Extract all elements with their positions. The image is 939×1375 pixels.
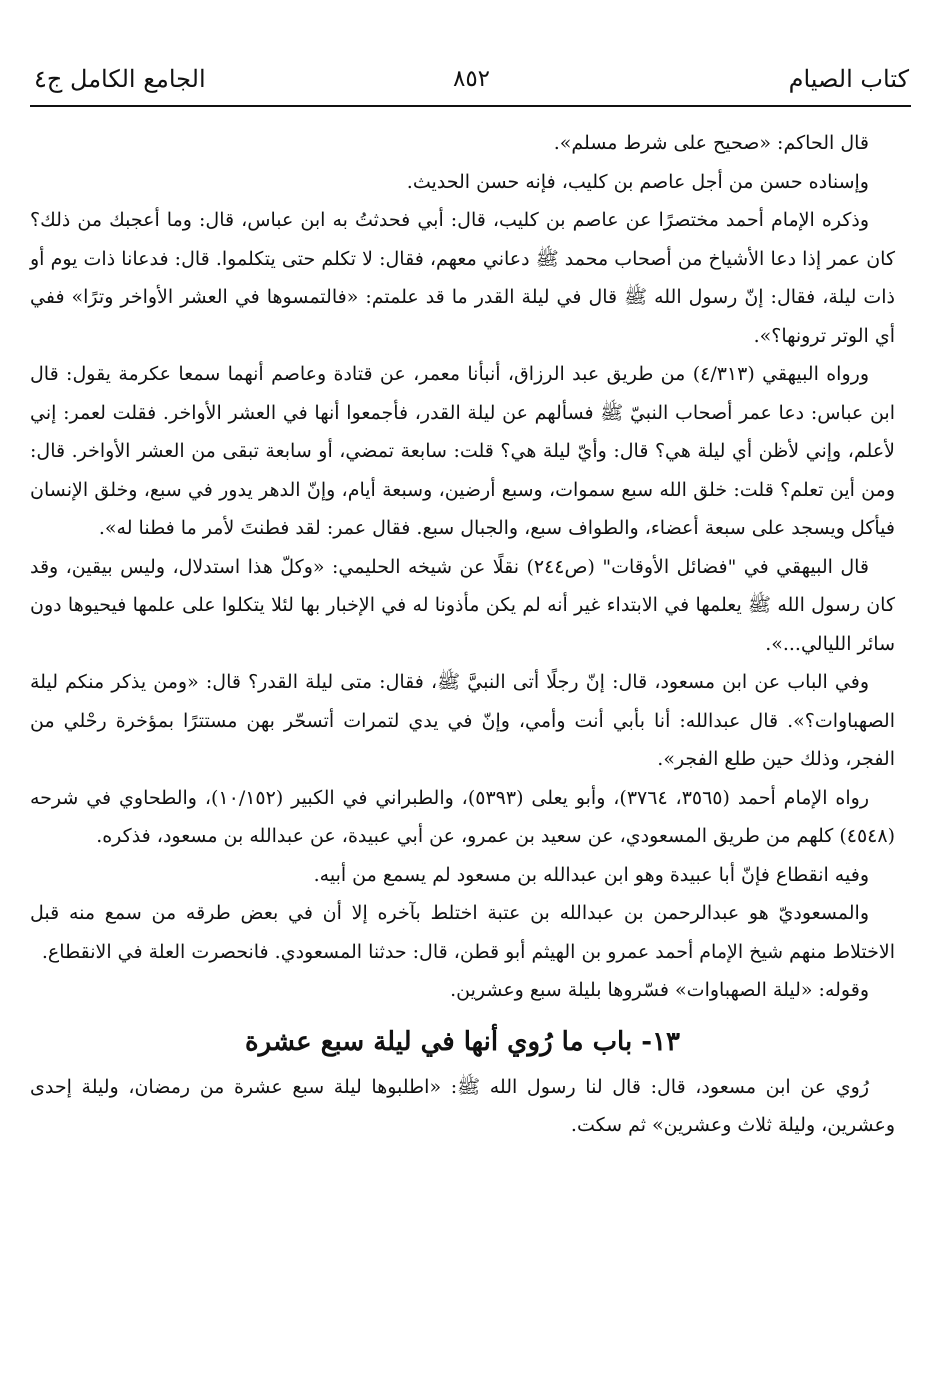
paragraph: قال الحاكم: «صحيح على شرط مسلم».	[553, 132, 869, 154]
page-body	[30, 124, 895, 1145]
page-header	[34, 58, 909, 104]
chapter-title: كتاب الصيام	[788, 65, 909, 93]
paragraph: ورواه البيهقي (٤/٣١٣) من طريق عبد الرزاق، أنبأنا معمر، عن قتادة وعاصم أنهما سمعا عكرمة يقول: قال ابن عباس: دعا عمر أصحاب النبيّ ﷺ فسألهم عن ليلة القدر، فأجمعوا أنها في العشر الأواخر. فقلت لعمر: إني لأعلم، وإني لأظن أي ليلة هي؟ قال: وأيّ ليلة هي؟ قلت: سابعة تمضي، أو سابعة تبقى من العشر الأواخر. قال: ومن أين تعلم؟ قلت: خلق الله سبع سموات، وسبع أرضين، وسبعة أيام، وإنّ الدهر يدور في سبع، وخلق الإنسان فيأكل ويسجد على سبعة أعضاء، والطواف سبع، والجبال سبع. فقال عمر: لقد فطنتَ لأمر ما فطنا له».	[30, 363, 895, 539]
paragraph: وإسناده حسن من أجل عاصم بن كليب، فإنه حسن الحديث.	[406, 170, 869, 193]
paragraph: والمسعوديّ هو عبدالرحمن بن عبدالله بن عتبة اختلط بآخره إلا أن في بعض طرقه من سمع منه قبل الاختلاط منهم شيخ الإمام أحمد عمرو بن الهيثم أبو قطن، قال: حدثنا المسعودي. فانحصرت العلة في الانقطاع.	[30, 902, 895, 963]
paragraph: رواه الإمام أحمد (٣٥٦٥، ٣٧٦٤)، وأبو يعلى (٥٣٩٣)، والطبراني في الكبير (١٠/١٥٢)، والطحاوي في شرحه (٤٥٤٨) كلهم من طريق المسعودي، عن سعيد بن عمرو، عن أبي عبيدة، عن عبدالله بن مسعود، فذكره.	[30, 786, 895, 847]
paragraph: رُوي عن ابن مسعود، قال: قال لنا رسول الله ﷺ: «اطلبوها ليلة سبع عشرة من رمضان، وليلة إحدى وعشرين، وليلة ثلاث وعشرين» ثم سكت.	[30, 1075, 895, 1136]
header-divider	[30, 105, 911, 107]
paragraph: وذكره الإمام أحمد مختصرًا عن عاصم بن كليب، قال: أبي فحدثتُ به ابن عباس، قال: وما أعجبك من ذلك؟ كان عمر إذا دعا الأشياخ من أصحاب محمد ﷺ دعاني معهم، فقال: لا تكلم حتى يتكلموا. قال: فدعانا ذات يوم أو ذات ليلة، فقال: إنّ رسول الله ﷺ قال في ليلة القدر ما قد علمتم: «فالتمسوها في العشر الأواخر وترًا» ففي أي الوتر ترونها؟».	[30, 209, 895, 347]
section-heading: ١٣- باب ما رُوي أنها في ليلة سبع عشرة	[244, 1026, 680, 1057]
paragraph: وفي الباب عن ابن مسعود، قال: إنّ رجلًا أتى النبيَّ ﷺ، فقال: متى ليلة القدر؟ قال: «ومن يذكر منكم ليلة الصهباوات؟». قال عبدالله: أنا بأبي أنت وأمي، وإنّ في يدي لتمرات أتسحّر بهن مستترًا بمؤخرة رحْلي من الفجر، وذلك حين طلع الفجر».	[30, 671, 895, 770]
paragraph: وقوله: «ليلة الصهباوات» فسّروها بليلة سبع وعشرين.	[450, 979, 869, 1001]
paragraph: قال البيهقي في "فضائل الأوقات" (ص٢٤٤) نقلًا عن شيخه الحليمي: «وكلّ هذا استدلال، وليس بيقين، وقد كان رسول الله ﷺ يعلمها في الابتداء غير أنه لم يكن مأذونا له في الإخبار بها لئلا يتكلوا على علمها فيحيوها دون سائر الليالي...».	[30, 555, 895, 655]
book-title: الجامع الكامل ج٤	[34, 65, 206, 93]
paragraph: وفيه انقطاع فإنّ أبا عبيدة وهو ابن عبدالله بن مسعود لم يسمع من أبيه.	[313, 863, 869, 886]
page-number: ٨٥٢	[452, 66, 491, 92]
